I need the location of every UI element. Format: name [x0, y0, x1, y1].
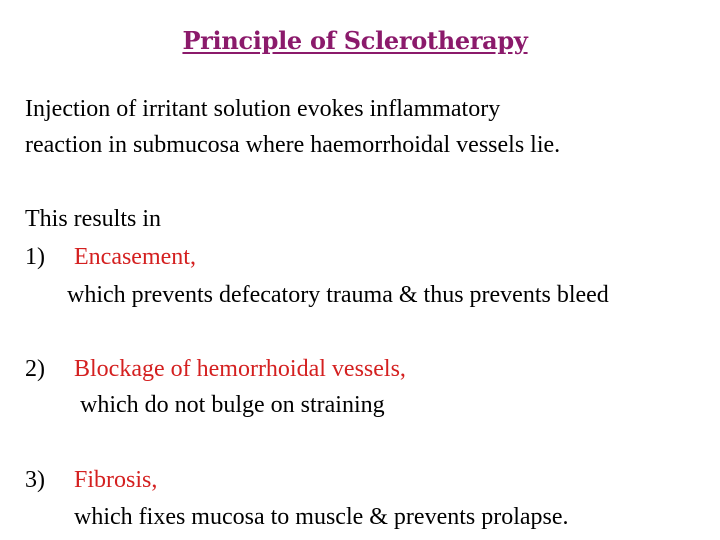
list-item-description: which prevents defecatory trauma & thus prevents bleed: [67, 282, 609, 308]
intro-line-1: Injection of irritant solution evokes inflammatory: [25, 96, 501, 122]
intro-paragraph: [25, 91, 560, 163]
list-item-description: which do not bulge on straining: [80, 392, 385, 418]
list-item-description: which fixes mucosa to muscle & prevents prolapse.: [74, 504, 569, 530]
list-item-3: [25, 462, 157, 498]
results-lead: This results in: [25, 206, 161, 232]
slide-title: Principle of Sclerotherapy: [182, 26, 528, 55]
list-item-heading: Fibrosis,: [74, 467, 158, 493]
list-item-heading: Blockage of hemorrhoidal vessels,: [74, 356, 406, 382]
list-item-2: [25, 351, 406, 387]
list-item-heading: Encasement,: [74, 244, 196, 270]
list-item-number: 3): [25, 467, 45, 493]
list-item-number: 1): [25, 244, 45, 270]
list-item-1: [25, 239, 196, 275]
intro-line-2: reaction in submucosa where haemorrhoidal vessels lie.: [25, 132, 561, 158]
list-item-number: 2): [25, 356, 45, 382]
